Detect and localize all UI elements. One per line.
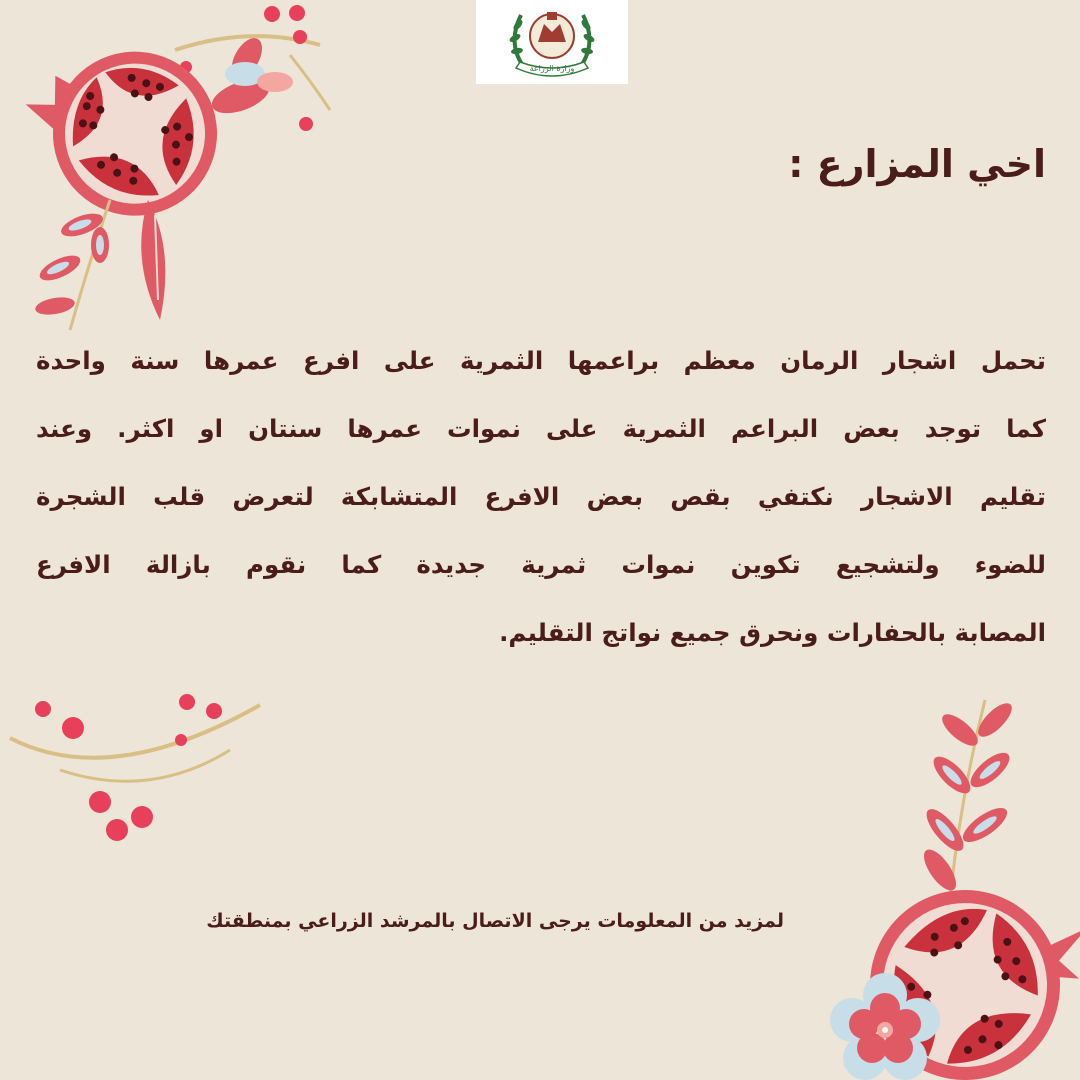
- body-line: تقليم الاشجار نكتفي بقص بعض الافرع المتشابكة لتعرض قلب الشجرة: [36, 482, 1046, 511]
- ministry-logo-label: وزارة الزراعة: [529, 64, 575, 73]
- body-line: المصابة بالحفارات ونحرق جميع نواتج التقليم.: [499, 618, 1046, 647]
- body-line: كما توجد بعض البراعم الثمرية على نموات عمرها سنتان او اكثر. وعند: [36, 414, 1046, 443]
- page-heading: اخي المزارع :: [788, 142, 1046, 186]
- ministry-logo: [476, 0, 628, 84]
- ministry-of-agriculture-emblem-icon: [476, 0, 628, 84]
- body-text: [36, 334, 1046, 674]
- body-line: للضوء ولتشجيع تكوين نموات ثمرية جديدة كما نقوم بازالة الافرع: [36, 550, 1046, 579]
- body-line: تحمل اشجار الرمان معظم براعمها الثمرية على افرع عمرها سنة واحدة: [36, 346, 1046, 375]
- contact-footer-text: لمزيد من المعلومات يرجى الاتصال بالمرشد الزراعي بمنطقتك: [206, 910, 784, 932]
